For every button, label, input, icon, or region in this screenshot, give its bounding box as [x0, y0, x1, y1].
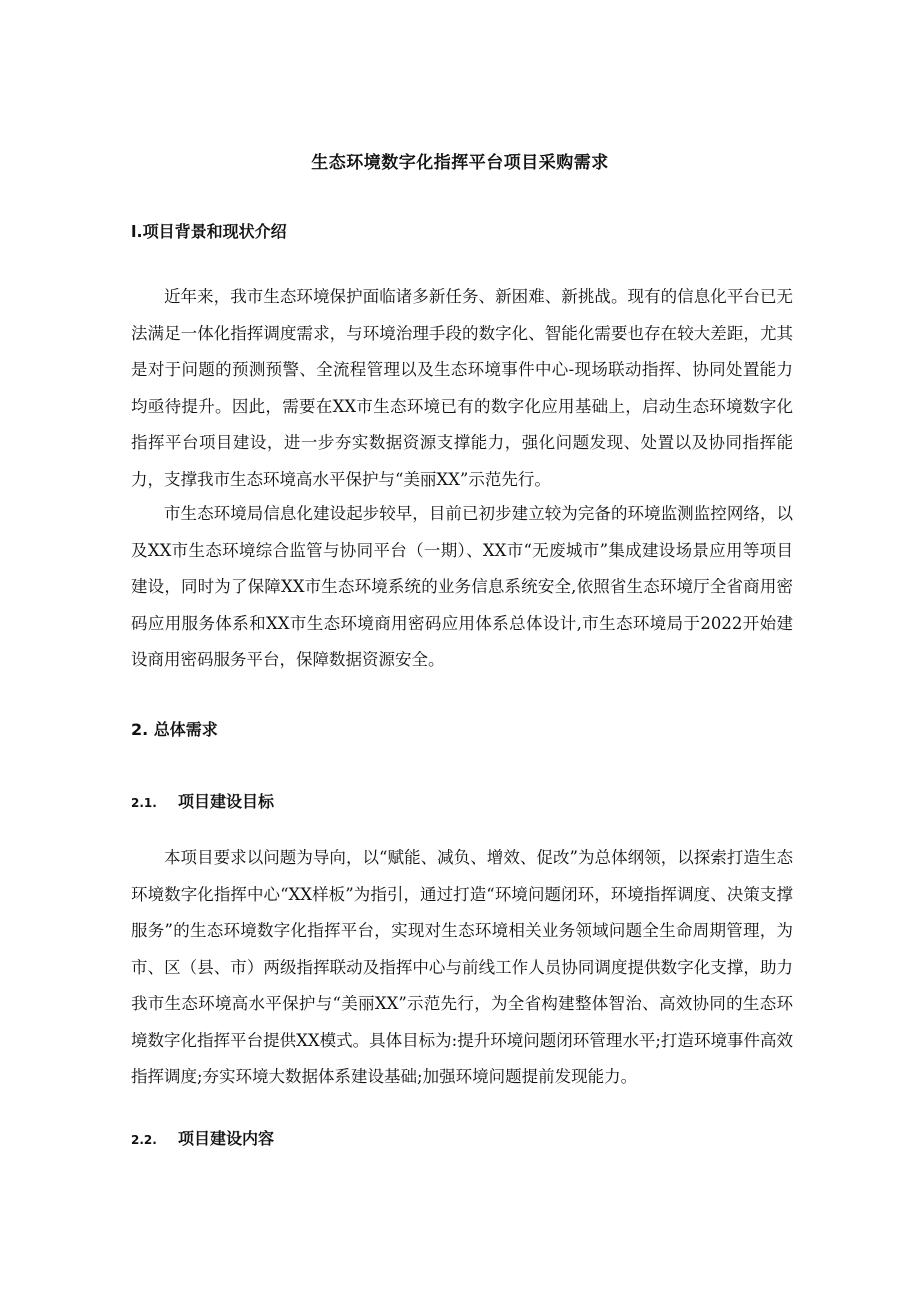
subsection-2-2-number: 2.2.	[131, 1133, 157, 1147]
section-1-paragraph-2: 市生态环境局信息化建设起步较早，目前已初步建立较为完备的环境监测监控网络，以及XX市生态环境综合监管与协同平台（一期）、XX市“无废城市”集成建设场景应用等项目建设，同时为了保障XX市生态环境系统的业务信息系统安全,依照省生态环境厅全省商用密码应用服务体系和XX市生态环境商用密码应用体系总体设计,市生态环境局于2022开始建设商用密码服务平台，保障数据资源安全。	[131, 504, 793, 669]
section-2-heading: 2. 总体需求	[131, 720, 218, 739]
subsection-2-2-title: 项目建设内容	[178, 1129, 275, 1148]
subsection-2-1-title: 项目建设目标	[178, 792, 275, 811]
subsection-2-1-number: 2.1.	[131, 796, 157, 810]
subsection-2-1-heading	[131, 789, 274, 812]
section-1-heading: l.项目背景和现状介绍	[131, 222, 287, 241]
document-title: 生态环境数字化指挥平台项目采购需求	[311, 153, 609, 173]
subsection-2-1-paragraph: 本项目要求以问题为导向，以“赋能、减负、增效、促改”为总体纲领，以探索打造生态环境数字化指挥中心“XX样板”为指引，通过打造“环境问题闭环，环境指挥调度、决策支撑服务”的生态环境数字化指挥平台，实现对生态环境相关业务领域问题全生命周期管理，为市、区（县、市）两级指挥联动及指挥中心与前线工作人员协同调度提供数字化支撑，助力我市生态环境高水平保护与“美丽XX”示范先行，为全省构建整体智治、高效协同的生态环境数字化指挥平台提供XX模式。具体目标为:提升环境问题闭环管理水平;打造环境事件高效指挥调度;夯实环境大数据体系建设基础;加强环境问题提前发现能力。	[131, 848, 793, 1086]
subsection-2-2-heading	[131, 1126, 274, 1149]
section-1-paragraph-1: 近年来，我市生态环境保护面临诸多新任务、新困难、新挑战。现有的信息化平台已无法满足一体化指挥调度需求，与环境治理手段的数字化、智能化需要也存在较大差距，尤其是对于问题的预测预警、全流程管理以及生态环境事件中心-现场联动指挥、协同处置能力均亟待提升。因此，需要在XX市生态环境已有的数字化应用基础上，启动生态环境数字化指挥平台项目建设，进一步夯实数据资源支撑能力，强化问题发现、处置以及协同指挥能力，支撑我市生态环境高水平保护与“美丽XX”示范先行。	[131, 287, 793, 489]
